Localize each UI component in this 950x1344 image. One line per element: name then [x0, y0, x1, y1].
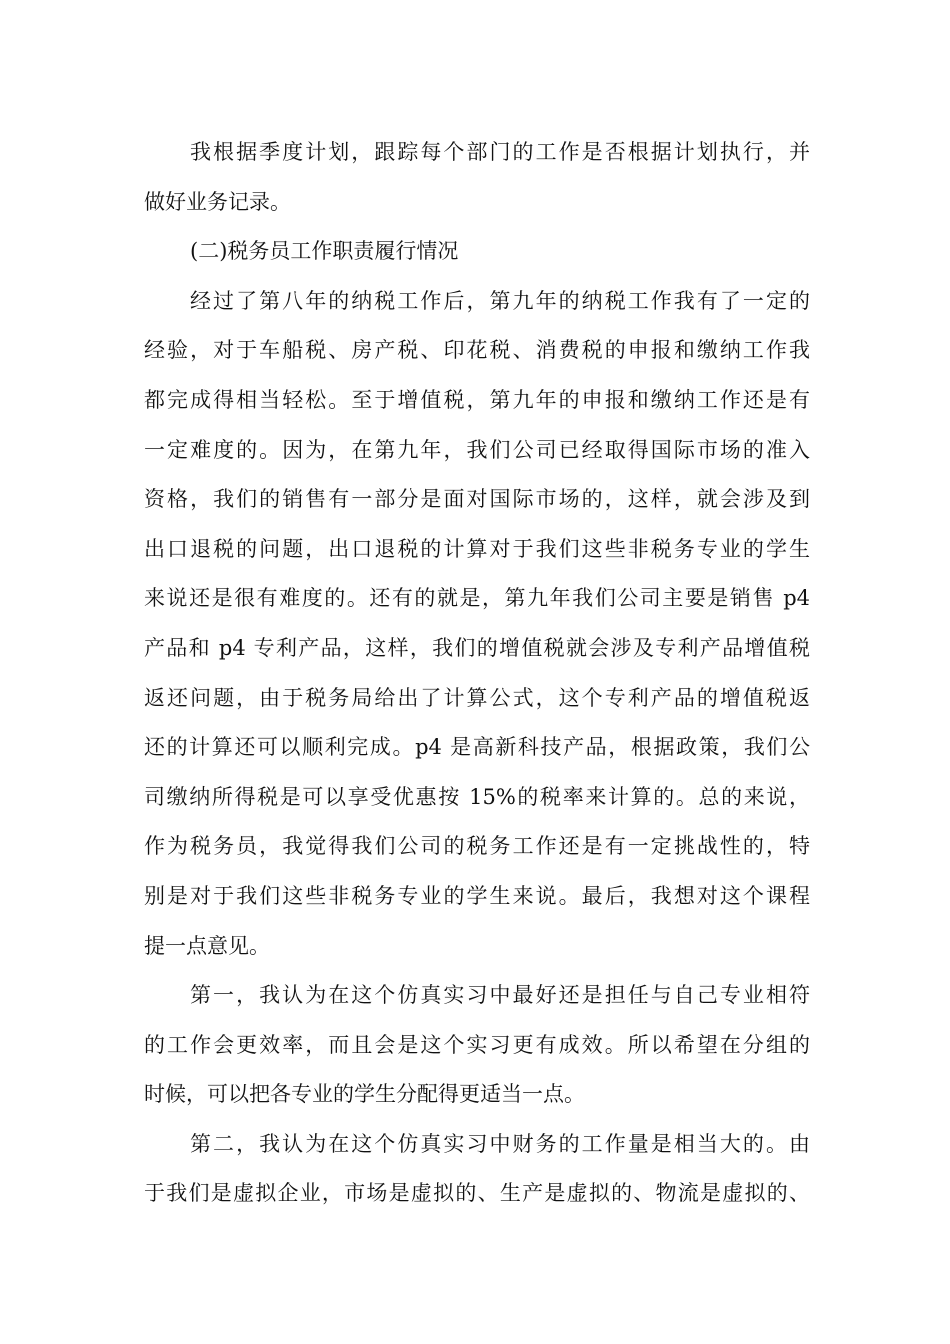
text-line: 出口退税的问题，出口退税的计算对于我们这些非税务专业的学生 [144, 536, 810, 561]
text-line: 第一，我认为在这个仿真实习中最好还是担任与自己专业相符 [190, 983, 810, 1008]
text-line: 我根据季度计划，跟踪每个部门的工作是否根据计划执行，并 [190, 140, 810, 164]
text-line: 第二，我认为在这个仿真实习中财务的工作量是相当大的。由 [190, 1131, 810, 1156]
paragraph-suggestion-one [144, 971, 810, 1120]
section-heading: (二)税务员工作职责履行情况 [190, 239, 459, 264]
text-line: 作为税务员，我觉得我们公司的税务工作还是有一定挑战性的，特 [144, 834, 810, 859]
text-line: 来说还是很有难度的。还有的就是，第九年我们公司主要是销售 p4 [144, 586, 810, 611]
text-line: 还的计算还可以顺利完成。p4 是高新科技产品，根据政策，我们公 [144, 735, 810, 760]
section-heading-tax-clerk-duties [144, 227, 810, 277]
text-line: 的工作会更效率，而且会是这个实习更有成效。所以希望在分组的 [144, 1032, 810, 1057]
text-line: 经验，对于车船税、房产税、印花税、消费税的申报和缴纳工作我 [144, 338, 810, 363]
text-line: 产品和 p4 专利产品，这样，我们的增值税就会涉及专利产品增值税 [144, 635, 810, 660]
text-line: 经过了第八年的纳税工作后，第九年的纳税工作我有了一定的 [190, 288, 810, 313]
text-line: 一定难度的。因为，在第九年，我们公司已经取得国际市场的准入 [144, 437, 810, 462]
paragraph-quarterly-plan [144, 128, 810, 227]
text-line: 返还问题，由于税务局给出了计算公式，这个专利产品的增值税返 [144, 685, 810, 710]
paragraph-suggestion-two [144, 1120, 810, 1219]
text-line: 做好业务记录。 [144, 189, 291, 214]
document-body [144, 128, 810, 1219]
text-line: 都完成得相当轻松。至于增值税，第九年的申报和缴纳工作还是有 [144, 387, 810, 412]
text-line: 别是对于我们这些非税务专业的学生来说。最后，我想对这个课程 [144, 883, 810, 908]
paragraph-tax-work [144, 277, 810, 971]
text-line: 资格，我们的销售有一部分是面对国际市场的，这样，就会涉及到 [144, 487, 810, 512]
text-line: 于我们是虚拟企业，市场是虚拟的、生产是虚拟的、物流是虚拟的、 [144, 1181, 810, 1206]
text-line: 时候，可以把各专业的学生分配得更适当一点。 [144, 1082, 585, 1107]
text-line: 司缴纳所得税是可以享受优惠按 15%的税率来计算的。总的来说， [144, 784, 810, 809]
text-line: 提一点意见。 [144, 933, 270, 958]
